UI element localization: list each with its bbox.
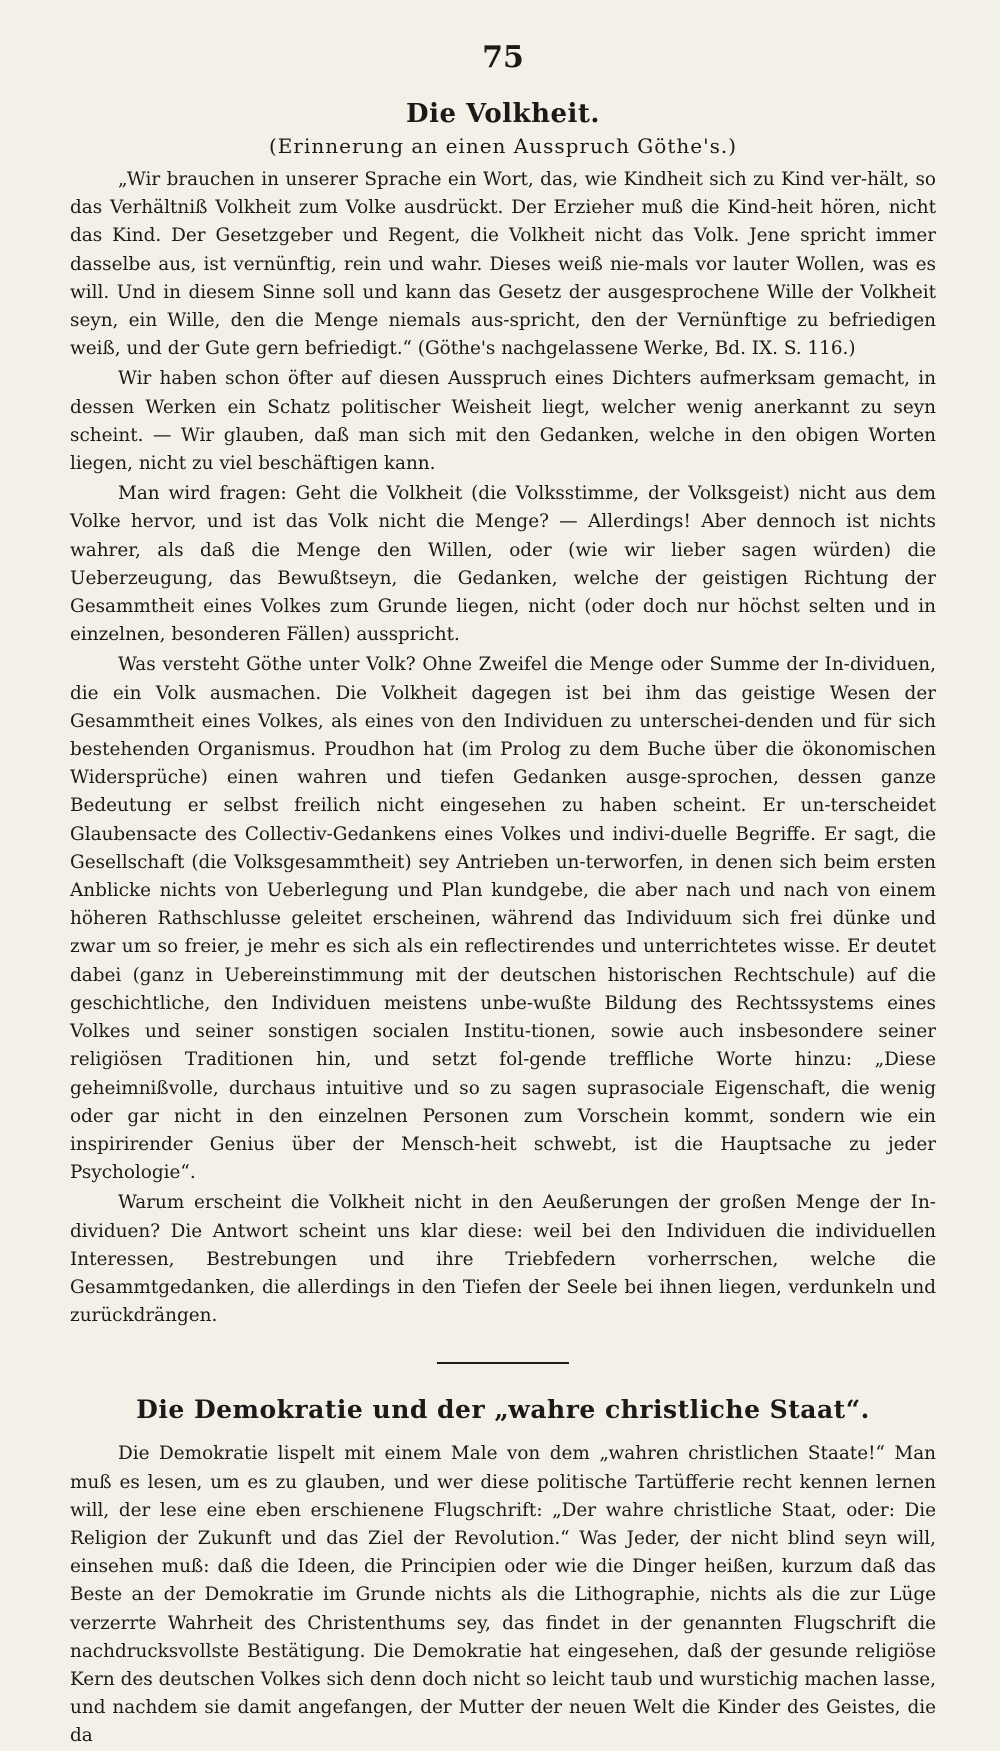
paragraph: Die Demokratie lispelt mit einem Male von dem „wahren christlichen Staate!“ Man muß es lesen, um es zu glauben, und wer diese politische Tartüfferie recht kennen lernen will, der lese eine eben erschienene Flugschrift: „Der wahre christliche Staat, oder: Die Religion der Zukunft und das Ziel der Revolution.“ Was Jeder, der nicht blind seyn will, einsehen muß: daß die Ideen, die Principien oder wie die Dinger heißen, kurzum daß das Beste an der Demokratie im Grunde nichts als die Lithographie, nichts als die zur Lüge verzerrte Wahrheit des Christenthums sey, das findet in der genannten Flugschrift die nachdrucksvollste Bestätigung. Die Demokratie hat eingesehen, daß der gesunde religiöse Kern des deutschen Volkes sich denn doch nicht so leicht taub und wurstichig machen lasse, und nachdem sie damit angefangen, der Mutter der neuen Welt die Kinder des Geistes, die da: [70, 1443, 936, 1747]
section-divider: [437, 1362, 569, 1364]
paragraph: Warum erscheint die Volkheit nicht in den Aeußerungen der großen Menge der In-dividuen? Die Antwort scheint uns klar diese: weil bei den Individuen die individuellen Interessen, Bestrebungen und ihre Triebfedern vorherrschen, welche die Gesammtgedanken, die allerdings in den Tiefen der Seele bei ihnen liegen, verdunkeln und zurückdrängen.: [70, 1192, 936, 1327]
article-title-2: Die Demokratie und der „wahre christliche Staat“.: [136, 1395, 870, 1425]
article-title: Die Volkheit.: [406, 99, 600, 129]
article-subtitle: (Erinnerung an einen Ausspruch Göthe's.): [268, 134, 738, 158]
paragraph: Wir haben schon öfter auf diesen Ausspruch eines Dichters aufmerksam gemacht, in dessen Werken ein Schatz politischer Weisheit liegt, welcher wenig anerkannt zu seyn scheint. — Wir glauben, daß man sich mit den Gedanken, welche in den obigen Worten liegen, nicht zu viel beschäftigen kann.: [70, 368, 936, 475]
paragraph: „Wir brauchen in unserer Sprache ein Wort, das, wie Kindheit sich zu Kind ver-hält, so das Verhältniß Volkheit zum Volke ausdrückt. Der Erzieher muß die Kind-heit hören, nicht das Kind. Der Gesetzgeber und Regent, die Volkheit nicht das Volk. Jene spricht immer dasselbe aus, ist vernünftig, rein und wahr. Dieses weiß nie-mals vor lauter Wollen, was es will. Und in diesem Sinne soll und kann das Gesetz der ausgesprochene Wille der Volkheit seyn, ein Wille, den die Menge niemals aus-spricht, den der Vernünftige zu befriedigen weiß, und der Gute gern befriedigt.“ (Göthe's nachgelassene Werke, Bd. IX. S. 116.): [70, 169, 936, 360]
paragraph: Was versteht Göthe unter Volk? Ohne Zweifel die Menge oder Summe der In-dividuen, die ein Volk ausmachen. Die Volkheit dagegen ist bei ihm das geistige Wesen der Gesammtheit eines Volkes, als eines von den Individuen zu unterschei-denden und für sich bestehenden Organismus. Proudhon hat (im Prolog zu dem Buche über die ökonomischen Widersprüche) einen wahren und tiefen Gedanken ausge-sprochen, dessen ganze Bedeutung er selbst freilich nicht eingesehen zu haben scheint. Er un-terscheidet Glaubensacte des Collectiv-Gedankens eines Volkes und indivi-duelle Begriffe. Er sagt, die Gesellschaft (die Volksgesammtheit) sey Antrieben un-terworfen, in denen sich beim ersten Anblicke nichts von Ueberlegung und Plan kundgebe, die aber nach und nach von einem höheren Rathschlusse geleitet erscheinen, während das Individuum sich frei dünke und zwar um so freier, je mehr es sich als ein reflectirendes und unterrichtetes wisse. Er deutet dabei (ganz in Uebereinstimmung mit der deutschen historischen Rechtschule) auf die geschichtliche, den Individuen meistens unbe-wußte Bildung des Rechtssystems eines Volkes und seiner sonstigen socialen Institu-tionen, sowie auch insbesondere seiner religiösen Traditionen hin, und setzt fol-gende treffliche Worte hinzu: „Diese geheimnißvolle, durchaus intuitive und so zu sagen suprasociale Eigenschaft, die wenig oder gar nicht in den einzelnen Personen zum Vorschein kommt, sondern wie ein inspirirender Genius über der Mensch-heit schwebt, ist die Hauptsache zu jeder Psychologie“.: [70, 654, 936, 1184]
page-number: 75: [482, 40, 524, 75]
paragraph: Man wird fragen: Geht die Volkheit (die Volksstimme, der Volksgeist) nicht aus dem Volke hervor, und ist das Volk nicht die Menge? — Allerdings! Aber dennoch ist nichts wahrer, als daß die Menge den Willen, oder (wie wir lieber sagen würden) die Ueberzeugung, das Bewußtseyn, die Gedanken, welche der geistigen Richtung der Gesammtheit eines Volkes zum Grunde liegen, nicht (oder doch nur höchst selten und in einzelnen, besonderen Fällen) ausspricht.: [70, 483, 936, 646]
